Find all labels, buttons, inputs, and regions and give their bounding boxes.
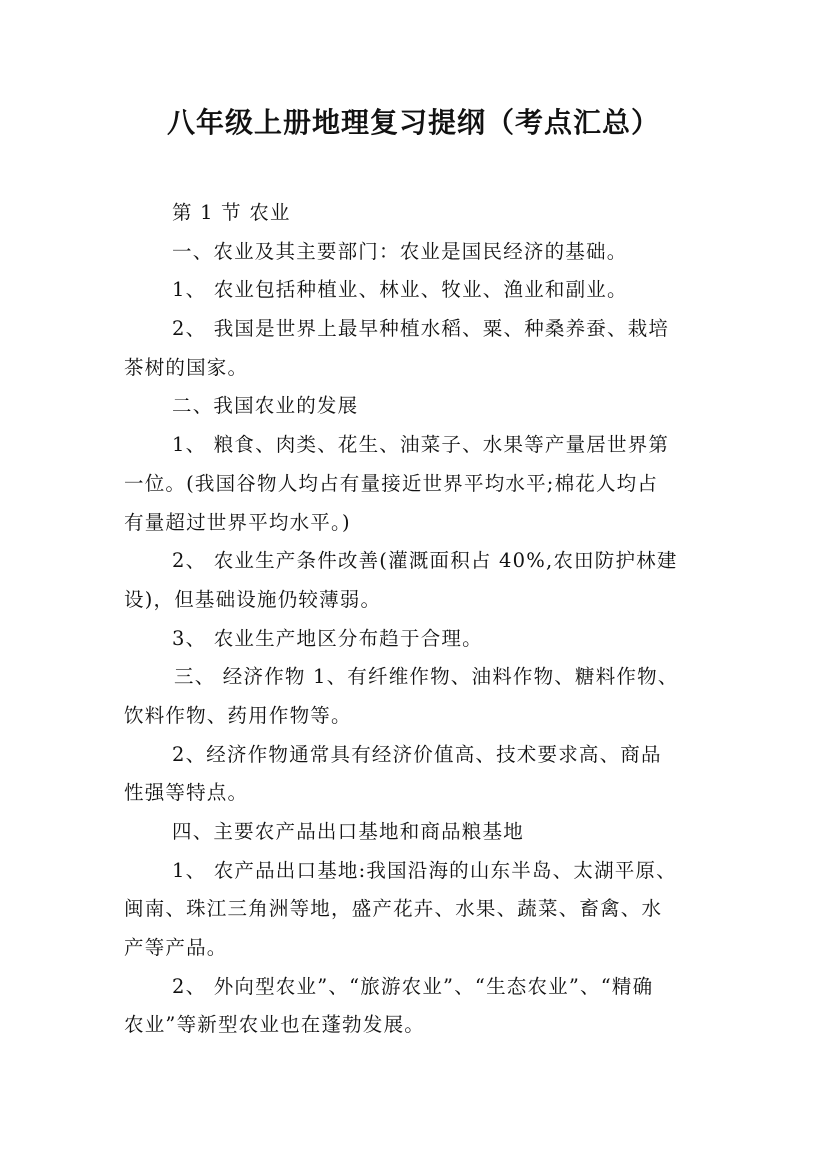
paragraph-line: 二、我国农业的发展 — [172, 394, 359, 418]
paragraph-line: 一、农业及其主要部门：农业是国民经济的基础。 — [172, 239, 628, 263]
paragraph-line: 2、 我国是世界上最早种植水稻、粟、种桑养蚕、栽培 — [172, 317, 670, 341]
paragraph-line: 四、主要农产品出口基地和商品粮基地 — [172, 820, 524, 843]
paragraph-line: 饮料作物、药用作物等。 — [124, 703, 352, 727]
paragraph-line: 农业”等新型农业也在蓬勃发展。 — [124, 1013, 425, 1037]
paragraph-line: 1、 农产品出口基地:我国沿海的山东半岛、太湖平原、 — [172, 858, 677, 882]
paragraph-line: 有量超过世界平均水平。) — [124, 510, 351, 534]
paragraph-line: 三、 经济作物 1、有纤维作物、油料作物、糖料作物、 — [174, 665, 679, 689]
paragraph-line: 3、 农业生产地区分布趋于合理。 — [172, 626, 483, 650]
paragraph-line: 闽南、珠江三角洲等地，盛产花卉、水果、蔬菜、畜禽、水 — [124, 897, 663, 921]
paragraph-line: 1、 粮食、肉类、花生、油菜子、水果等产量居世界第 — [172, 433, 670, 457]
paragraph-line: 1、 农业包括种植业、林业、牧业、渔业和副业。 — [172, 278, 628, 302]
paragraph-line: 一位。(我国谷物人均占有量接近世界平均水平;棉花人均占 — [124, 471, 659, 495]
paragraph-line: 2、 农业生产条件改善(灌溉面积占 40%,农田防护林建 — [172, 549, 678, 573]
paragraph-line: 性强等特点。 — [124, 781, 249, 805]
paragraph-line: 第 1 节 农业 — [172, 201, 291, 224]
paragraph-line: 产等产品。 — [124, 936, 228, 960]
document-body — [124, 194, 714, 1045]
paragraph-line: 2、 外向型农业”、“旅游农业”、“生态农业”、“精确 — [172, 974, 654, 998]
paragraph-line: 2、经济作物通常具有经济价值高、技术要求高、商品 — [172, 742, 662, 766]
paragraph-line: 设)，但基础设施仍较薄弱。 — [124, 587, 382, 611]
document-title: 八年级上册地理复习提纲（考点汇总） — [166, 106, 660, 139]
paragraph-line: 茶树的国家。 — [124, 355, 249, 379]
